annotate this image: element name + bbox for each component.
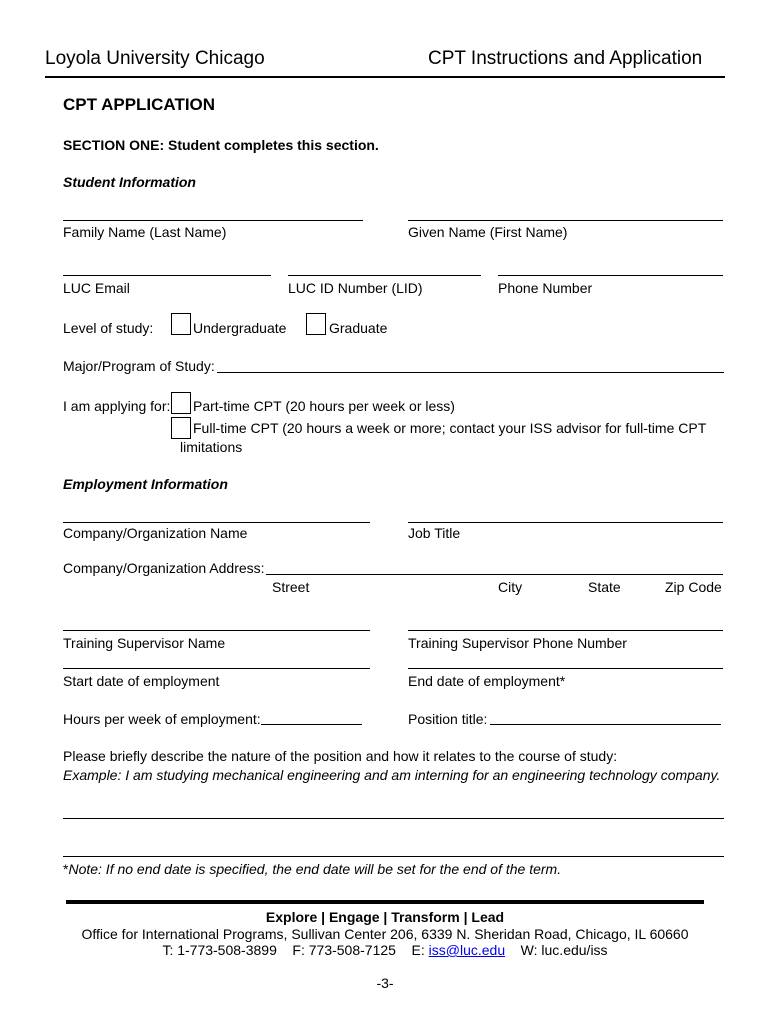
job-title-field[interactable] [408,522,723,523]
supervisor-phone-label: Training Supervisor Phone Number [408,635,627,651]
description-line-1[interactable] [63,818,724,819]
major-field[interactable] [217,372,724,373]
end-date-label: End date of employment* [408,673,566,689]
footer-fax: F: 773-508-7125 [292,942,396,958]
luc-id-label: LUC ID Number (LID) [288,280,423,296]
full-time-checkbox[interactable] [171,417,191,439]
header-document-title: CPT Instructions and Application [428,48,703,69]
hours-per-week-label: Hours per week of employment: [63,711,261,727]
luc-id-field[interactable] [288,275,481,276]
supervisor-name-label: Training Supervisor Name [63,635,226,651]
supervisor-name-field[interactable] [63,630,370,631]
luc-email-label: LUC Email [63,280,130,296]
graduate-checkbox[interactable] [306,313,326,335]
luc-email-field[interactable] [63,275,271,276]
start-date-label: Start date of employment [63,673,220,689]
footer-email-link[interactable]: iss@luc.edu [428,942,506,958]
student-info-heading: Student Information [63,174,196,190]
page-number: -3- [376,975,394,991]
city-label: City [498,579,523,595]
zip-code-label: Zip Code [665,579,722,595]
footer-tagline: Explore | Engage | Transform | Lead [265,909,505,925]
footer-rule [66,900,704,904]
company-name-field[interactable] [63,522,370,523]
family-name-label: Family Name (Last Name) [63,224,227,240]
undergraduate-label: Undergraduate [193,320,287,336]
part-time-label: Part-time CPT (20 hours per week or less) [193,398,455,414]
full-time-label: Full-time CPT (20 hours a week or more; contact your ISS advisor for full-time CPT [193,420,707,436]
describe-example: Example: I am studying mechanical engineering and am interning for an engineering technology company. [63,767,721,783]
footer-email-prefix: E: [411,942,425,958]
phone-field[interactable] [498,275,723,276]
graduate-label: Graduate [329,320,388,336]
state-label: State [588,579,621,595]
given-name-field[interactable] [408,220,723,221]
company-name-label: Company/Organization Name [63,525,248,541]
hours-per-week-field[interactable] [261,724,362,725]
position-title-field[interactable] [490,724,721,725]
describe-position-label: Please briefly describe the nature of the position and how it relates to the course of study: [63,748,618,764]
applying-for-label: I am applying for: [63,398,171,414]
phone-label: Phone Number [498,280,593,296]
street-label: Street [272,579,310,595]
header-rule [45,76,725,78]
undergraduate-checkbox[interactable] [171,313,191,335]
footer-website: W: luc.edu/iss [520,942,608,958]
level-of-study-label: Level of study: [63,320,154,336]
end-date-field[interactable] [408,668,723,669]
description-line-2[interactable] [63,856,724,857]
major-label: Major/Program of Study: [63,358,215,374]
footer-contact-line [0,942,770,958]
job-title-label: Job Title [408,525,461,541]
note-text: Note: If no end date is specified, the end date will be set for the end of the term. [68,861,562,877]
part-time-checkbox[interactable] [171,392,191,414]
end-date-note [63,861,561,877]
footer-office-address: Office for International Programs, Sullivan Center 206, 6339 N. Sheridan Road, Chicago, IL 60660 [81,926,689,942]
full-time-label-continued: limitations [180,439,243,455]
company-address-field[interactable] [266,574,723,575]
note-asterisk: * [63,861,69,877]
employment-info-heading: Employment Information [63,476,228,492]
company-address-label: Company/Organization Address: [63,560,265,576]
family-name-field[interactable] [63,220,363,221]
start-date-field[interactable] [63,668,370,669]
header-university: Loyola University Chicago [45,48,265,69]
footer-telephone: T: 1-773-508-3899 [162,942,277,958]
supervisor-phone-field[interactable] [408,630,723,631]
section-one-heading: SECTION ONE: Student completes this section. [63,137,379,153]
position-title-label: Position title: [408,711,488,727]
given-name-label: Given Name (First Name) [408,224,568,240]
page-title: CPT APPLICATION [63,95,216,114]
